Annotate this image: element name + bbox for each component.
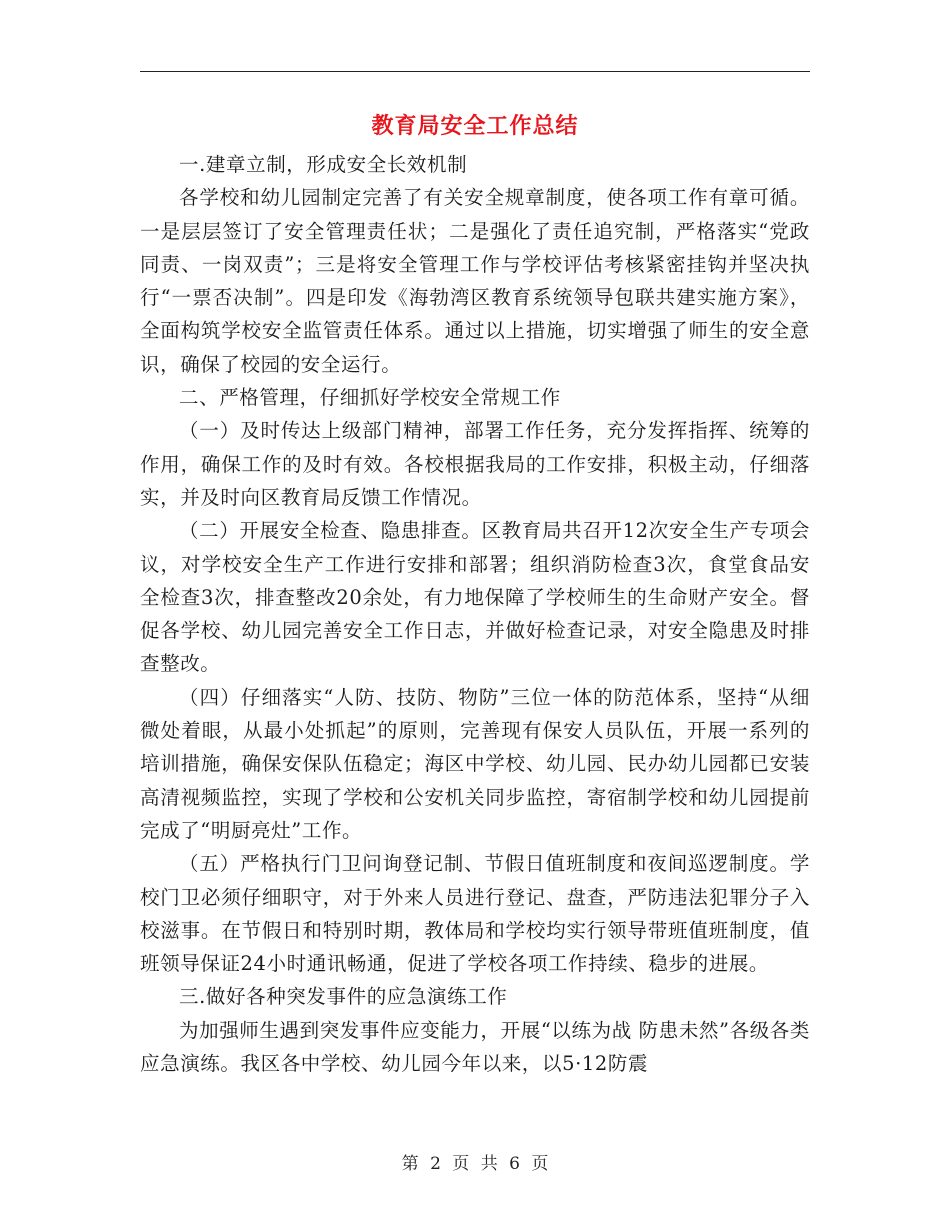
document-body — [140, 148, 810, 1080]
paragraph: （四）仔细落实“人防、技防、物防”三位一体的防范体系，坚持“从细微处着眼，从最小处抓起”的原则，完善现有保安人员队伍，开展一系列的培训措施，确保安保队伍稳定；海区中学校、幼儿园、民办幼儿园都已安装高清视频监控，实现了学校和公安机关同步监控，寄宿制学校和幼儿园提前完成了“明厨亮灶”工作。 — [140, 685, 810, 842]
paragraph: （五）严格执行门卫问询登记制、节假日值班制度和夜间巡逻制度。学校门卫必须仔细职守，对于外来人员进行登记、盘查，严防违法犯罪分子入校滋事。在节假日和特别时期，教体局和学校均实行领导带班值班制度，值班领导保证24小时通讯畅通，促进了学校各项工作持续、稳步的进展。 — [140, 852, 810, 976]
paragraph: 各学校和幼儿园制定完善了有关安全规章制度，使各项工作有章可循。一是层层签订了安全管理责任状；二是强化了责任追究制，严格落实“党政同责、一岗双责”；三是将安全管理工作与学校评估考核紧密挂钩并坚决执行“一票否决制”。四是印发《海勃湾区教育系统领导包联共建实施方案》，全面构筑学校安全监管责任体系。通过以上措施，切实增强了师生的安全意识，确保了校园的安全运行。 — [140, 186, 810, 376]
section-heading-1: 一.建章立制，形成安全长效机制 — [179, 153, 468, 176]
paragraph: 为加强师生遇到突发事件应变能力，开展“以练为战 防患未然”各级各类应急演练。我区各中学校、幼儿园今年以来，以5·12防震 — [140, 1018, 810, 1076]
paragraph: （一）及时传达上级部门精神，部署工作任务，充分发挥指挥、统筹的作用，确保工作的及时有效。各校根据我局的工作安排，积极主动，仔细落实，并及时向区教育局反馈工作情况。 — [140, 419, 810, 509]
page-number-footer: 第 2 页 共 6 页 — [401, 1154, 549, 1174]
section-heading-3: 三.做好各种突发事件的应急演练工作 — [179, 985, 508, 1009]
header-rule — [140, 71, 810, 72]
section-heading-2: 二、严格管理，仔细抓好学校安全常规工作 — [179, 386, 561, 410]
paragraph: （二）开展安全检查、隐患排查。区教育局共召开12次安全生产专项会议，对学校安全生产工作进行安排和部署；组织消防检查3次，食堂食品安全检查3次，排查整改20余处，有力地保障了学校师生的生命财产安全。督促各学校、幼儿园完善安全工作日志，并做好检查记录，对安全隐患及时排查整改。 — [140, 519, 810, 676]
document-title: 教育局安全工作总结 — [371, 113, 579, 139]
